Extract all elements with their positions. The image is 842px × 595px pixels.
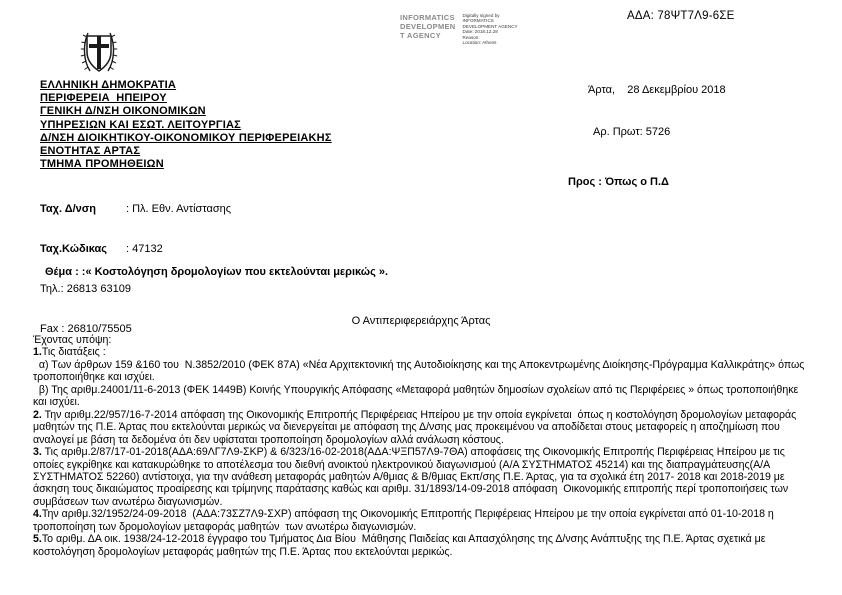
stamp-agency-line: T AGENCY bbox=[400, 31, 441, 40]
document-body bbox=[33, 334, 812, 558]
paragraph-text: Την αριθμ.22/957/16-7-2014 απόφαση της Οικονομικής Επιτροπής Περιφέρειας Ηπείρου με την οποία εγκρίνεται όπως η κοστολόγηση δρομολογίων μεταφοράς μαθητών της Π.Ε. Άρτας που εκτελούνται μερικώς να διενεργείται με απόφαση της Δ/νσης μας προκειμένου να αποδίδεται στους μεταφορείς η αποζημίωση που αναλογεί με βάση τα δεδομένα ότι δεν υφίσταται τροποποίηση δρομολογίων αλλά ανάλωση κόστους. bbox=[33, 408, 800, 446]
contact-value: : 47132 bbox=[126, 243, 163, 256]
stamp-signature-line: Digitally signed by bbox=[462, 13, 500, 18]
subject-line bbox=[45, 266, 388, 278]
contact-row bbox=[40, 283, 231, 296]
body-paragraph bbox=[33, 384, 812, 409]
protocol-number: Αρ. Πρωτ: 5726 bbox=[593, 126, 671, 138]
paragraph-number: 5. bbox=[33, 533, 42, 546]
stamp-agency-line: INFORMATICS bbox=[400, 13, 455, 22]
paragraph-text: Το αριθμ. ΔΑ οικ. 1938/24-12-2018 έγγραφο του Τμήματος Δια Βίου Μάθησης Παιδείας και Απασχόλησης της Δ/νσης Ανάπτυξης της Π.Ε. Άρτας σχετικά με κοστολόγηση δρομολογίων μεταφοράς μαθητών της Π.Ε. Άρτας που εκτελούνται μερικώς. bbox=[33, 533, 769, 558]
digital-signature-stamp bbox=[400, 13, 518, 45]
letterhead-line: ΓΕΝΙΚΗ Δ/ΝΣΗ ΟΙΚΟΝΟΜΙΚΩΝ bbox=[40, 105, 206, 118]
body-paragraph bbox=[33, 508, 812, 533]
ada-number: ΑΔΑ: 78ΨΤ7Λ9-6ΣΕ bbox=[627, 10, 735, 22]
subject-text: :« Κοστολόγηση δρομολογίων που εκτελούνται μερικώς ». bbox=[81, 266, 389, 278]
letterhead-line: ΠΕΡΙΦΕΡΕΙΑ ΗΠΕΙΡΟΥ bbox=[40, 92, 167, 105]
paragraph-text: β) Της αριθμ.24001/11-6-2013 (ΦΕΚ 1449Β) Κοινής Υπουργικής Απόφασης «Μεταφορά μαθητών δημοσίων σχολείων από τις Περιφέρειες » όπως τροποποιήθηκε και ισχύει. bbox=[33, 383, 802, 409]
letterhead-line: ΥΠΗΡΕΣΙΩΝ ΚΑΙ ΕΣΩΤ. ΛΕΙΤΟΥΡΓΙΑΣ bbox=[40, 118, 241, 131]
subject-label: Θέμα : bbox=[45, 266, 82, 278]
stamp-signature-line: Location: Athens bbox=[462, 40, 497, 46]
letterhead bbox=[40, 79, 332, 171]
contact-label: Ταχ. Δ/νση bbox=[40, 202, 97, 215]
stamp-signature-line: Reason: bbox=[462, 34, 480, 40]
city-date: Άρτα, 28 Δεκεμβρίου 2018 bbox=[588, 84, 726, 96]
paragraph-number: 4. bbox=[33, 508, 42, 521]
stamp-agency-name bbox=[400, 13, 456, 40]
contact-value: Fax : 26810/75505 bbox=[40, 323, 132, 336]
dateline bbox=[588, 55, 726, 167]
stamp-signature-line: Date: 2018.12.28 bbox=[462, 29, 498, 35]
paragraph-number: 2. bbox=[33, 408, 42, 421]
stamp-signature-details bbox=[463, 13, 518, 45]
contact-value: Τηλ.: 26813 63109 bbox=[40, 283, 131, 296]
body-intro: Έχοντας υπόψη: bbox=[33, 334, 112, 346]
paragraph-number: 1. bbox=[33, 346, 42, 359]
paragraph-text: Την αριθμ.32/1952/24-09-2018 (ΑΔΑ:73ΣΖ7Λ9-ΣΧΡ) απόφαση της Οικονομικής Επιτροπής Περιφέρειας Ηπείρου με την οποία εγκρίνεται από 01-10-2018 η τροποποίηση των δρομολογίων μεταφοράς μαθητών των ανωτέρω διαγωνισμών. bbox=[33, 508, 777, 533]
recipient: Προς : Όπως ο Π.Δ bbox=[568, 176, 669, 188]
greek-coat-of-arms-icon bbox=[80, 28, 118, 76]
paragraph-number: 3. bbox=[33, 446, 42, 459]
body-paragraph bbox=[33, 446, 812, 508]
stamp-signature-line: INFORMATICS bbox=[462, 18, 494, 24]
contact-value: : Πλ. Εθν. Αντίστασης bbox=[126, 202, 232, 215]
body-paragraph bbox=[33, 533, 812, 558]
body-paragraph bbox=[33, 359, 812, 384]
stamp-signature-line: DEVELOPMENT AGENCY bbox=[462, 23, 518, 29]
body-paragraph bbox=[33, 409, 812, 446]
contact-row bbox=[40, 243, 231, 256]
letterhead-line: Δ/ΝΣΗ ΔΙΟΙΚΗΤΙΚΟΥ-ΟΙΚΟΝΟΜΙΚΟΥ ΠΕΡΙΦΕΡΕΙΑΚΗΣ bbox=[40, 131, 332, 144]
letterhead-line: ΤΜΗΜΑ ΠΡΟΜΗΘΕΙΩΝ bbox=[40, 158, 164, 171]
letterhead-line: ΕΝΟΤΗΤΑΣ ΑΡΤΑΣ bbox=[40, 145, 141, 158]
stamp-agency-line: DEVELOPMEN bbox=[400, 22, 456, 31]
contact-label: Ταχ.Κώδικας bbox=[40, 243, 108, 256]
paragraph-text: Τις αριθμ.2/87/17-01-2018(ΑΔΑ:69ΛΓ7Λ9-ΣΚΡ) & 6/323/16-02-2018(ΑΔΑ:ΨΞΠ57Λ9-7ΘΑ) αποφάσεις της Οικονομικής Επιτροπής Περιφέρειας Ηπείρου με τις οποίες εγκρίθηκε και κατακυρώθηκε το αποτέλεσμα του διεθνή ανοικτού ηλεκτρονικού διαγωνισμού (Α/Α ΣΥΣΤΗΜΑΤΟΣ 45214) και της διαπραγμάτευσης(Α/Α ΣΥΣΤΗΜΑΤΟΣ 52260) αντίστοιχα, για την ανάθεση μεταφοράς μαθητών Α/θμιας & Β/θμιας Εκπ/σης Π.Ε. Άρτας, για τα σχολικά έτη 2017- 2018 και 2018-2019 με άσκηση τους δικαιώματος προαίρεσης και τρίμηνης παράτασης καθώς και αριθμ. 31/1893/14-09-2018 απόφαση Οικονομικής επιτροπής περί τροποποιήσεις των συμβάσεων των ανωτέρω διαγωνισμών. bbox=[33, 446, 792, 508]
paragraph-text: α) Των άρθρων 159 &160 του Ν.3852/2010 (ΦΕΚ 87Α) «Νέα Αρχιτεκτονική της Αυτοδιοίκησης και της Αποκεντρωμένης Διοίκησης-Πρόγραμμα Καλλικράτης» όπως τροποποιήθηκε και ισχύει. bbox=[33, 358, 808, 384]
body-paragraph bbox=[33, 346, 812, 358]
paragraph-text: Τις διατάξεις : bbox=[41, 346, 106, 359]
signer-title: Ο Αντιπεριφερειάρχης Άρτας bbox=[351, 315, 491, 327]
letterhead-line: ΕΛΛΗΝΙΚΗ ΔΗΜΟΚΡΑΤΙΑ bbox=[40, 79, 177, 91]
contact-row bbox=[40, 203, 231, 216]
